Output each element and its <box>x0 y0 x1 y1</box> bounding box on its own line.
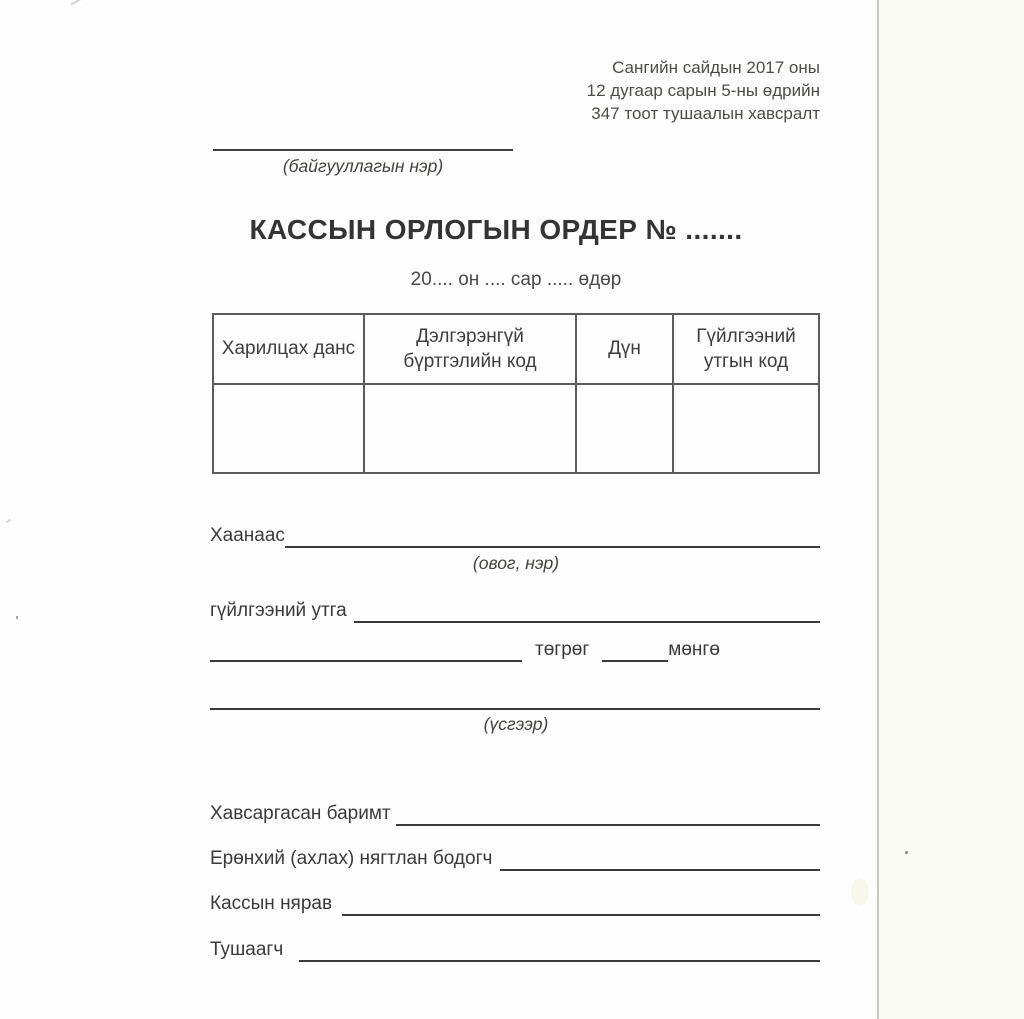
scan-smudge <box>851 878 869 906</box>
col-header-transaction-code: Гүйлгээний утгын код <box>673 314 819 384</box>
table-row <box>213 384 819 473</box>
purpose-blank-line <box>354 597 820 623</box>
appendix-note-line: 12 дугаар сарын 5-ны өдрийн <box>586 81 820 100</box>
amount-in-words-blank-line <box>210 686 820 710</box>
from-blank-line <box>285 522 820 548</box>
scan-right-strip <box>879 0 1024 1019</box>
appendix-note <box>587 56 820 125</box>
amount-in-words-caption: (үсгээр) <box>483 714 549 734</box>
mungu-label: мөнгө <box>668 639 720 660</box>
scan-speck <box>70 0 81 5</box>
purpose-field-row <box>210 599 820 623</box>
amount-field-row <box>210 638 820 662</box>
cell-detail-code <box>364 384 576 473</box>
table-header-row <box>213 314 819 384</box>
depositor-signature-line <box>299 936 820 962</box>
appendix-note-line: Сангийн сайдын 2017 оны <box>612 58 820 77</box>
date-line: 20.... он .... сар ..... өдөр <box>410 269 622 290</box>
from-label: Хаанаас <box>210 525 285 546</box>
amount-blank-line <box>210 636 522 662</box>
tugrug-label: төгрөг <box>535 639 590 660</box>
attached-docs-blank-line <box>396 800 820 826</box>
chief-accountant-signature-line <box>500 845 820 871</box>
from-caption: (овог, нэр) <box>472 553 560 573</box>
chief-accountant-label: Ерөнхий (ахлах) нягтлан бодогч <box>210 848 493 869</box>
cashier-signature-line <box>342 890 820 916</box>
form-title: КАССЫН ОРЛОГЫН ОРДЕР № ....... <box>249 214 743 245</box>
cell-transaction-code <box>673 384 819 473</box>
appendix-note-line: 347 тоот тушаалын хавсралт <box>591 104 820 123</box>
cell-amount <box>576 384 673 473</box>
cashier-label: Кассын нярав <box>210 893 333 914</box>
attached-docs-row <box>210 802 820 826</box>
depositor-row <box>210 938 820 962</box>
depositor-label: Тушаагч <box>210 939 284 960</box>
chief-accountant-row <box>210 847 820 871</box>
col-header-detail-code: Дэлгэрэнгүй бүртгэлийн код <box>364 314 576 384</box>
purpose-label: гүйлгээний утга <box>210 600 347 621</box>
organization-name-blank-line <box>213 149 513 151</box>
from-field-row <box>210 524 820 548</box>
cell-account <box>213 384 364 473</box>
col-header-account: Харилцах данс <box>213 314 364 384</box>
organization-name-caption: (байгууллагын нэр) <box>282 156 444 176</box>
scan-speck <box>16 616 18 619</box>
attached-docs-label: Хавсаргасан баримт <box>210 803 391 824</box>
cashier-row <box>210 892 820 916</box>
scan-speck <box>6 519 11 524</box>
accounts-table <box>212 313 820 474</box>
mungu-blank-line <box>602 636 668 662</box>
scan-speck <box>905 851 908 854</box>
col-header-amount: Дүн <box>576 314 673 384</box>
page-edge-line <box>877 0 879 1019</box>
